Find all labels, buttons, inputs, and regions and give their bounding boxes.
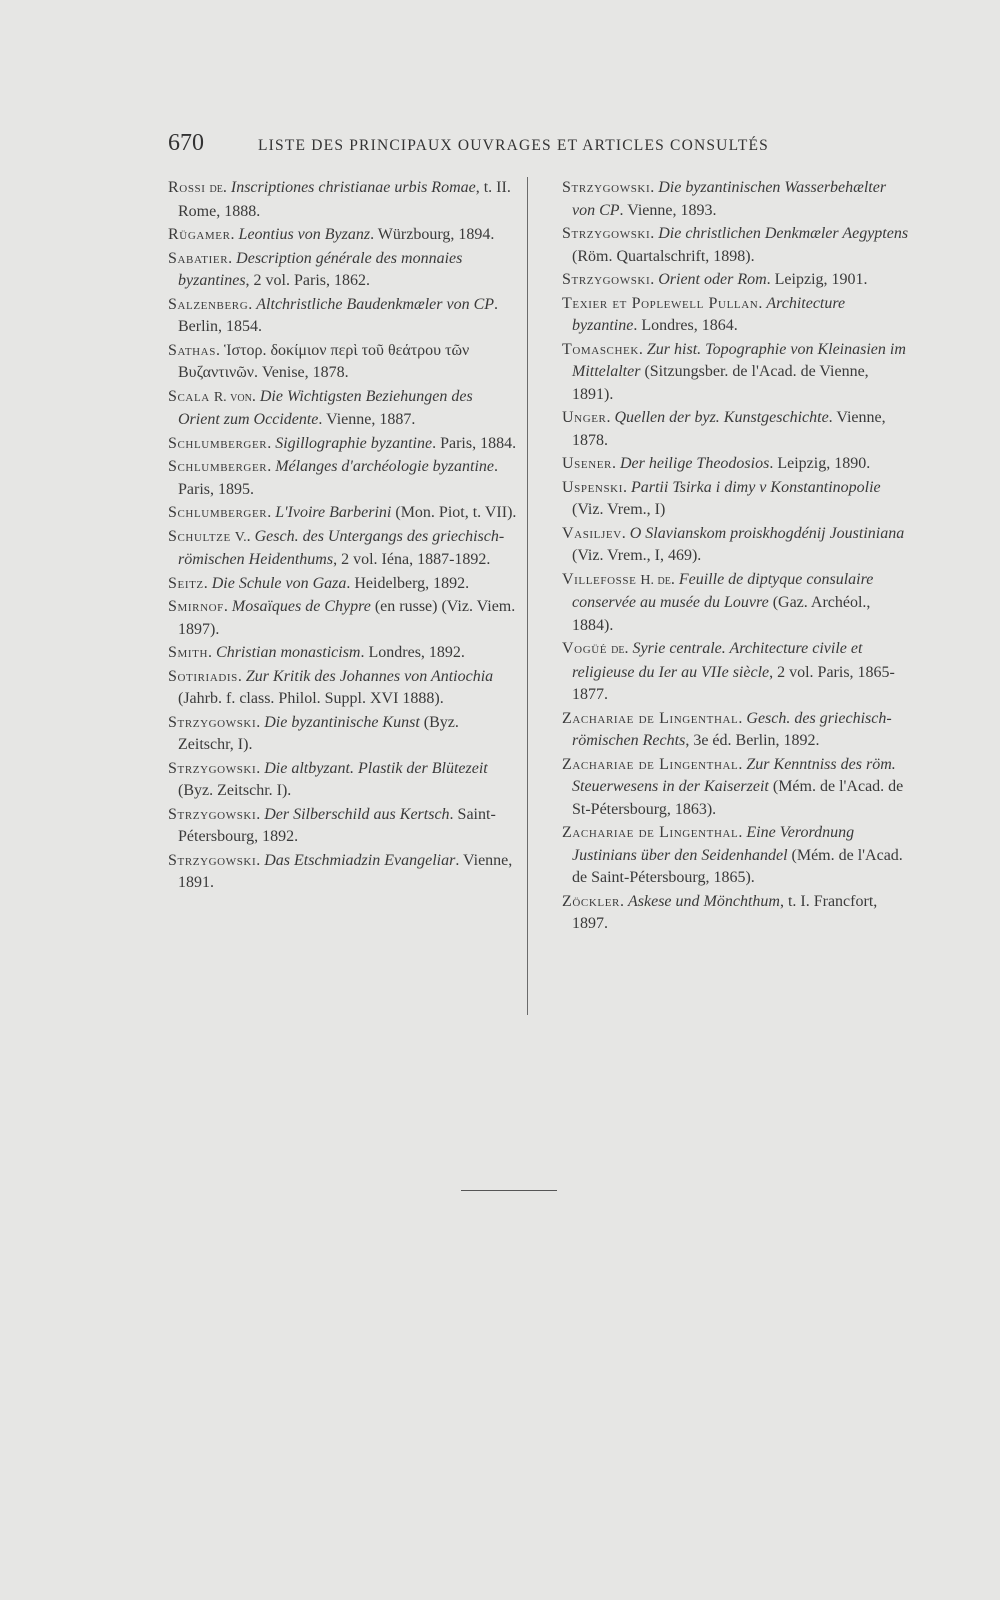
entry-details: , 3e éd. Berlin, 1892. — [685, 732, 820, 749]
entry-details: . Leipzig, 1890. — [769, 455, 871, 472]
entry-title: Zur hist. Topographie von Kleinasien im Mittelalter — [572, 340, 906, 380]
entry-author: Vogüé — [562, 640, 608, 657]
entry-author: Seitz — [168, 574, 204, 592]
entry-title: Askese und Mönchthum — [627, 892, 780, 910]
entry-title: Mosaïques de Chypre — [231, 598, 371, 615]
bibliography-entry: Villefosse H. de. Feuille de diptyque consulaire conservée au musée du Louvre (Gaz. Archéol., 1884). — [562, 570, 874, 634]
entry-title: L'Ivoire Barberini — [275, 504, 392, 521]
bibliography-entry: Zachariae de Lingenthal. Eine Verordnung Justinians über den Seidenhandel (Mém. de l'Acad. de Saint-Pétersbourg, 1865). — [562, 824, 903, 886]
entry-author: Smith — [168, 644, 209, 661]
entry-author: Scala — [168, 387, 210, 405]
entry-title: Orient oder Rom — [658, 271, 767, 288]
entry-author: Zöckler — [562, 892, 620, 910]
bibliography-entry: Strzygowski. Die christlichen Denkmæler Aegyptens (Röm. Quartalschrift, 1898). — [562, 225, 909, 265]
end-rule — [461, 1190, 557, 1191]
entry-details: (Sitzungsber. de l'Acad. de Vienne, 1891). — [572, 363, 869, 403]
entry-author: Zachariae de Lingenthal — [562, 824, 739, 841]
entry-title: Der heilige Theodosios — [620, 455, 770, 472]
entry-title: Zur Kenntniss des röm. Steuerwesens in der Kaiserzeit — [572, 755, 896, 795]
entry-title: Sigillographie byzantine — [275, 434, 433, 452]
bibliography-entry: Usener. Der heilige Theodosios. Leipzig, 1890. — [562, 455, 871, 472]
entry-author: Salzenberg — [168, 295, 249, 313]
bibliography-entry: Strzygowski. Der Silberschild aus Kertsch. Saint-Pétersbourg, 1892. — [168, 805, 496, 845]
entry-author: Strzygowski — [168, 805, 257, 823]
entry-details: . Heidelberg, 1892. — [346, 574, 470, 592]
bibliography-entry: Unger. Quellen der byz. Kunstgeschichte. Vienne, 1878. — [562, 409, 886, 449]
entry-author: Smirnof — [168, 598, 224, 615]
entry-details: (Viz. Vrem., I) — [572, 501, 666, 518]
entry-particle: V. — [234, 529, 247, 545]
bibliography-entry: Seitz. Die Schule von Gaza. Heidelberg, 1892. — [168, 574, 470, 592]
entry-details: . Paris, 1895. — [178, 458, 498, 498]
entry-title: Der Silberschild aus Kertsch — [264, 805, 450, 823]
bibliography-entry: Schlumberger. Sigillographie byzantine. Paris, 1884. — [168, 434, 517, 452]
bibliography-entry: Salzenberg. Altchristliche Baudenkmæler von CP. Berlin, 1854. — [168, 295, 499, 335]
entry-details: Ἱστορ. δοκίμιον περὶ τοῦ θεάτρου τῶν Βυζαντινῶν. Venise, 1878. — [178, 341, 470, 381]
entry-title: Quellen der byz. Kunstgeschichte — [614, 409, 829, 426]
entry-title: Gesch. des griechisch-römischen Rechts — [572, 709, 892, 749]
entry-details: , t. II. Rome, 1888. — [178, 179, 511, 220]
entry-author: Schlumberger — [168, 458, 268, 475]
entry-details: (Mém. de l'Acad. de Saint-Pétersbourg, 1865). — [572, 846, 903, 886]
bibliography-entry: Zachariae de Lingenthal. Zur Kenntniss des röm. Steuerwesens in der Kaiserzeit (Mém. de l'Acad. de St-Pétersbourg, 1863). — [562, 755, 904, 818]
bibliography-entry: Schlumberger. Mélanges d'archéologie byzantine. Paris, 1895. — [168, 458, 498, 498]
entry-title: Die Wichtigsten Beziehungen des Orient zum Occidente — [178, 387, 473, 428]
bibliography-entry: Sabatier. Description générale des monnaies byzantines, 2 vol. Paris, 1862. — [168, 249, 463, 289]
entry-author: Strzygowski — [168, 759, 257, 777]
running-title: LISTE DES PRINCIPAUX OUVRAGES ET ARTICLES CONSULTÉS — [258, 137, 769, 154]
entry-details: . Leipzig, 1901. — [766, 271, 868, 288]
bibliography-entry: Rossi de. Inscriptiones christianae urbis Romae, t. II. Rome, 1888. — [168, 179, 511, 220]
entry-author: Zachariae de Lingenthal — [562, 709, 739, 727]
entry-author: Texier et Poplewell Pullan — [562, 294, 759, 312]
entry-particle: de — [209, 181, 223, 196]
bibliography-left-column — [168, 177, 518, 896]
entry-details: . Berlin, 1854. — [178, 295, 499, 335]
entry-title: Die byzantinischen Wasserbehælter von CP — [572, 179, 887, 219]
entry-author: Tomaschek — [562, 340, 639, 358]
entry-author: Unger — [562, 409, 607, 426]
entry-title: Gesch. des Untergangs des griechisch-römischen Heidenthums — [178, 527, 505, 568]
entry-details: , 2 vol. Iéna, 1887-1892. — [333, 551, 491, 568]
entry-author: Strzygowski — [168, 851, 257, 869]
bibliography-entry: Sotiriadis. Zur Kritik des Johannes von Antiochia (Jahrb. f. class. Philol. Suppl. XVI 1888). — [168, 667, 494, 707]
entry-author: Sotiriadis — [168, 667, 238, 685]
entry-details: (Röm. Quartalschrift, 1898). — [572, 247, 755, 265]
bibliography-entry: Rügamer. Leontius von Byzanz. Würzbourg, 1894. — [168, 226, 495, 243]
entry-details: . Saint-Pétersbourg, 1892. — [178, 805, 496, 845]
entry-author: Rügamer — [168, 226, 231, 243]
entry-title: Syrie centrale. Architecture civile et religieuse du Ier au VIIe siècle — [572, 640, 863, 681]
entry-author: Usener — [562, 455, 612, 472]
entry-title: Partii Tsirka i dimy v Konstantinopolie — [630, 478, 881, 496]
bibliography-entry: Sathas. Ἱστορ. δοκίμιον περὶ τοῦ θεάτρου τῶν Βυζαντινῶν. Venise, 1878. — [168, 341, 470, 381]
entry-details: , 2 vol. Paris, 1862. — [245, 272, 370, 289]
entry-particle: de — [611, 642, 625, 657]
entry-details: (Gaz. Archéol., 1884). — [572, 594, 871, 634]
entry-details: . Londres, 1864. — [633, 317, 738, 334]
entry-title: Inscriptiones christianae urbis Romae — [230, 179, 476, 196]
entry-title: Die christlichen Denkmæler Aegyptens — [658, 225, 909, 242]
entry-particle: H. de — [640, 572, 671, 588]
entry-author: Strzygowski — [168, 713, 257, 731]
bibliography-entry: Strzygowski. Das Etschmiadzin Evangeliar. Vienne, 1891. — [168, 851, 513, 891]
bibliography-entry: Strzygowski. Die byzantinische Kunst (Byz. Zeitschr, I). — [168, 713, 459, 753]
entry-details: . Londres, 1892. — [360, 644, 465, 661]
entry-details: . Vienne, 1891. — [178, 851, 513, 891]
bibliography-entry: Smith. Christian monasticism. Londres, 1892. — [168, 644, 465, 661]
entry-title: O Slavianskom proiskhogdénij Joustiniana — [629, 524, 905, 542]
bibliography-entry: Scala R. von. Die Wichtigsten Beziehungen des Orient zum Occidente. Vienne, 1887. — [168, 387, 473, 428]
entry-author: Vasiljev — [562, 524, 622, 542]
entry-particle: R. von — [213, 389, 252, 405]
entry-author: Villefosse — [562, 570, 637, 588]
entry-details: . Vienne, 1893. — [619, 201, 717, 219]
entry-details: (Jahrb. f. class. Philol. Suppl. XVI 1888). — [178, 690, 444, 707]
entry-author: Schlumberger — [168, 434, 268, 452]
bibliography-entry: Schlumberger. L'Ivoire Barberini (Mon. Piot, t. VII). — [168, 504, 517, 521]
entry-author: Strzygowski — [562, 225, 651, 242]
entry-details: , 2 vol. Paris, 1865-1877. — [572, 663, 895, 703]
entry-title: Christian monasticism — [216, 644, 361, 661]
entry-author: Rossi — [168, 179, 206, 196]
entry-author: Schlumberger — [168, 504, 268, 521]
entry-title: Die byzantinische Kunst — [264, 713, 420, 731]
entry-details: (Mon. Piot, t. VII). — [391, 504, 517, 521]
entry-title: Leontius von Byzanz — [238, 226, 371, 243]
entry-author: Strzygowski — [562, 271, 651, 288]
bibliography-entry: Strzygowski. Die altbyzant. Plastik der Blütezeit (Byz. Zeitschr. I). — [168, 759, 488, 799]
page-number: 670 — [168, 130, 204, 156]
entry-title: Die Schule von Gaza — [211, 574, 347, 592]
bibliography-right-column — [562, 177, 912, 937]
entry-author: Schultze — [168, 527, 231, 545]
entry-details: (Byz. Zeitschr, I). — [178, 713, 459, 753]
entry-title: Mélanges d'archéologie byzantine — [275, 458, 494, 475]
bibliography-entry: Strzygowski. Orient oder Rom. Leipzig, 1901. — [562, 271, 868, 288]
entry-title: Zur Kritik des Johannes von Antiochia — [245, 667, 494, 685]
bibliography-entry: Zöckler. Askese und Mönchthum, t. I. Francfort, 1897. — [562, 892, 878, 932]
entry-title: Description générale des monnaies byzantines — [178, 249, 463, 289]
entry-title: Feuille de diptyque consulaire conservée au musée du Louvre — [572, 570, 874, 611]
entry-title: Architecture byzantine — [572, 294, 846, 334]
entry-title: Altchristliche Baudenkmæler von CP — [256, 295, 495, 313]
bibliography-entry: Texier et Poplewell Pullan. Architecture byzantine. Londres, 1864. — [562, 294, 846, 334]
bibliography-entry: Tomaschek. Zur hist. Topographie von Kleinasien im Mittelalter (Sitzungsber. de l'Acad. de Vienne, 1891). — [562, 340, 906, 403]
entry-title: Das Etschmiadzin Evangeliar — [264, 851, 456, 869]
bibliography-entry: Vasiljev. O Slavianskom proiskhogdénij Joustiniana (Viz. Vrem., I, 469). — [562, 524, 905, 564]
entry-details: . Vienne, 1887. — [318, 411, 416, 428]
entry-details: (en russe) (Viz. Viem. 1897). — [178, 598, 516, 638]
entry-title: Eine Verordnung Justinians über den Seidenhandel — [572, 824, 855, 864]
entry-details: (Viz. Vrem., I, 469). — [572, 547, 702, 564]
bibliography-entry: Uspenski. Partii Tsirka i dimy v Konstantinopolie (Viz. Vrem., I) — [562, 478, 881, 518]
entry-author: Sathas — [168, 341, 216, 359]
entry-title: Die altbyzant. Plastik der Blütezeit — [264, 759, 488, 777]
bibliography-entry: Schultze V.. Gesch. des Untergangs des griechisch-römischen Heidenthums, 2 vol. Iéna, 1887-1892. — [168, 527, 505, 568]
entry-author: Sabatier — [168, 249, 229, 267]
entry-author: Zachariae de Lingenthal — [562, 755, 739, 773]
entry-details: , t. I. Francfort, 1897. — [572, 892, 878, 932]
entry-details: . Paris, 1884. — [432, 434, 517, 452]
entry-author: Uspenski — [562, 478, 623, 496]
entry-author: Strzygowski — [562, 179, 651, 196]
bibliography-entry: Zachariae de Lingenthal. Gesch. des griechisch-römischen Rechts, 3e éd. Berlin, 1892. — [562, 709, 892, 749]
bibliography-entry: Smirnof. Mosaïques de Chypre (en russe) (Viz. Viem. 1897). — [168, 598, 516, 638]
bibliography-entry: Strzygowski. Die byzantinischen Wasserbehælter von CP. Vienne, 1893. — [562, 179, 887, 219]
entry-details: . Vienne, 1878. — [572, 409, 886, 449]
column-divider — [527, 177, 528, 1015]
bibliography-entry: Vogüé de. Syrie centrale. Architecture civile et religieuse du Ier au VIIe siècle, 2 vol. Paris, 1865-1877. — [562, 640, 895, 703]
entry-details: (Mém. de l'Acad. de St-Pétersbourg, 1863). — [572, 778, 904, 818]
entry-details: . Würzbourg, 1894. — [370, 226, 495, 243]
entry-details: (Byz. Zeitschr. I). — [178, 782, 292, 799]
